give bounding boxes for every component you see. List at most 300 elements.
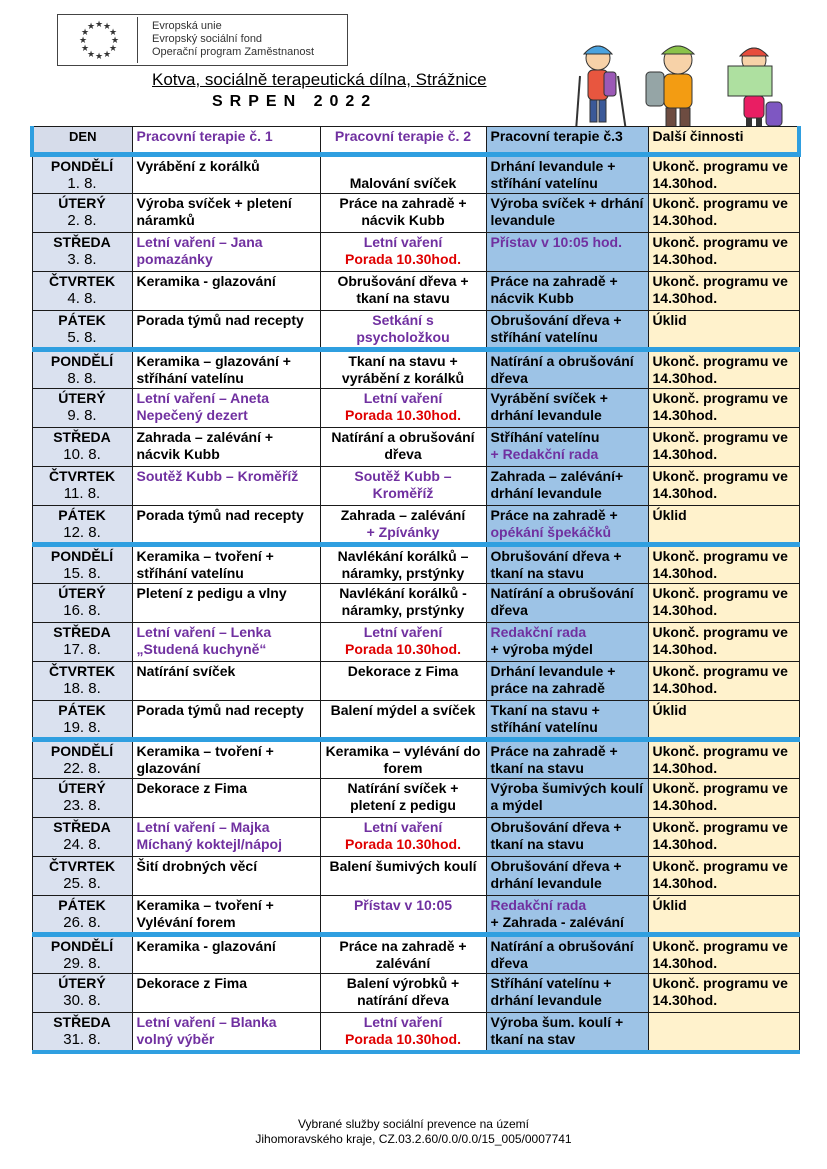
- page-title: Kotva, sociálně terapeutická dílna, Strážnice: [152, 70, 487, 89]
- other-cell: [648, 1013, 799, 1052]
- eu-flag-icon: [60, 17, 138, 63]
- day-date: 17. 8.: [63, 641, 101, 658]
- cell-text: Úklid: [652, 312, 687, 328]
- cell-text: Porada 10.30hod.: [345, 407, 461, 423]
- cell-text: Ukonč. programu ve 14.30hod.: [652, 273, 788, 306]
- day-name: PÁTEK: [58, 507, 106, 523]
- cell-text: Keramika – glazování + stříhání vatelínu: [136, 353, 291, 386]
- therapy-2-cell: [320, 818, 486, 857]
- table-row: [32, 740, 799, 779]
- cell-text: Balení mýdel a svíček: [330, 702, 476, 718]
- cell-text: Zahrada – zalévání: [340, 507, 466, 523]
- table-row: [32, 896, 799, 935]
- cell-text: Drhání levandule + práce na zahradě: [490, 663, 616, 696]
- cell-text: Ukonč. programu ve 14.30hod.: [652, 938, 788, 971]
- therapy-3-cell: [486, 545, 648, 584]
- day-name: STŘEDA: [53, 819, 111, 835]
- other-cell: [648, 818, 799, 857]
- day-cell: [32, 272, 132, 311]
- cell-text: Letní vaření: [363, 624, 443, 640]
- day-cell: [32, 467, 132, 506]
- therapy-1-cell: [132, 896, 320, 935]
- therapy-1-cell: [132, 584, 320, 623]
- day-date: 1. 8.: [67, 175, 97, 192]
- cell-text: Porada týmů nad recepty: [136, 312, 304, 328]
- therapy-1-cell: [132, 740, 320, 779]
- day-date: 19. 8.: [63, 719, 101, 736]
- cell-text: Natírání a obrušování dřeva: [490, 938, 634, 971]
- cell-text: Natírání a obrušování dřeva: [490, 585, 634, 618]
- day-date: 24. 8.: [63, 836, 101, 853]
- therapy-1-cell: [132, 857, 320, 896]
- therapy-3-cell: [486, 818, 648, 857]
- cell-text: Pletení z pedigu a vlny: [136, 585, 287, 601]
- therapy-1-cell: [132, 233, 320, 272]
- svg-text:★: ★: [86, 50, 96, 60]
- other-cell: [648, 584, 799, 623]
- cell-text: Ukonč. programu ve 14.30hod.: [652, 548, 788, 581]
- therapy-1-cell: [132, 701, 320, 740]
- cell-text: Obrušování dřeva + drhání levandule: [490, 858, 622, 891]
- svg-text:★: ★: [102, 50, 112, 60]
- therapy-1-cell: [132, 818, 320, 857]
- day-name: PONDĚLÍ: [50, 548, 114, 564]
- day-date: 5. 8.: [67, 329, 97, 346]
- cell-text: Letní vaření – Lenka „Studená kuchyně“: [136, 624, 272, 657]
- cell-text: Ukonč. programu ve 14.30hod.: [652, 429, 788, 462]
- therapy-3-cell: [486, 1013, 648, 1052]
- day-cell: [32, 857, 132, 896]
- therapy-1-cell: [132, 155, 320, 194]
- cell-text: Přístav v 10:05 hod.: [490, 234, 623, 250]
- day-cell: [32, 740, 132, 779]
- day-name: STŘEDA: [53, 624, 111, 640]
- cell-text: Obrušování dřeva + tkaní na stavu: [490, 548, 622, 581]
- cell-text: Práce na zahradě + tkaní na stavu: [490, 743, 618, 776]
- cell-text: + Zpívánky: [366, 524, 440, 540]
- therapy-3-cell: [486, 740, 648, 779]
- therapy-1-cell: [132, 350, 320, 389]
- cell-text: Ukonč. programu ve 14.30hod.: [652, 743, 788, 776]
- therapy-2-cell: [320, 467, 486, 506]
- cell-text: Práce na zahradě + nácvik Kubb: [339, 195, 467, 228]
- therapy-3-cell: [486, 662, 648, 701]
- day-date: 2. 8.: [67, 212, 97, 229]
- cell-text: Letní vaření: [363, 1014, 443, 1030]
- therapy-1-cell: [132, 272, 320, 311]
- cell-text: Soutěž Kubb – Kroměříž: [354, 468, 452, 501]
- col-header-therapy-3: Pracovní terapie č.3: [486, 127, 648, 155]
- therapy-3-cell: [486, 155, 648, 194]
- svg-text:★: ★: [108, 44, 118, 54]
- day-date: 30. 8.: [63, 992, 101, 1009]
- col-header-day: DEN: [32, 127, 132, 155]
- cell-text: Dekorace z Fima: [347, 663, 459, 679]
- table-row: [32, 350, 799, 389]
- day-name: ÚTERÝ: [58, 975, 106, 991]
- therapy-3-cell: [486, 935, 648, 974]
- cell-text: Drhání levandule + stříhání vatelínu: [490, 158, 616, 191]
- other-cell: [648, 194, 799, 233]
- day-date: 22. 8.: [63, 760, 101, 777]
- therapy-1-cell: [132, 506, 320, 545]
- day-cell: [32, 896, 132, 935]
- cell-text: Porada týmů nad recepty: [136, 507, 304, 523]
- cell-text: Letní vaření – Aneta Nepečený dezert: [136, 390, 270, 423]
- day-date: 9. 8.: [67, 407, 97, 424]
- cell-text: Zahrada – zalévání+ drhání levandule: [490, 468, 624, 501]
- day-cell: [32, 428, 132, 467]
- cell-text: Úklid: [652, 897, 687, 913]
- cell-text: Ukonč. programu ve 14.30hod.: [652, 663, 788, 696]
- cell-text: Úklid: [652, 507, 687, 523]
- cell-text: Vyrábění z korálků: [136, 158, 260, 174]
- col-header-therapy-1: Pracovní terapie č. 1: [132, 127, 320, 155]
- therapy-3-cell: [486, 974, 648, 1013]
- other-cell: [648, 662, 799, 701]
- therapy-2-cell: [320, 974, 486, 1013]
- therapy-1-cell: [132, 545, 320, 584]
- cell-text: Letní vaření: [363, 234, 443, 250]
- cell-text: Keramika – tvoření + stříhání vatelínu: [136, 548, 274, 581]
- therapy-3-cell: [486, 779, 648, 818]
- therapy-1-cell: [132, 428, 320, 467]
- therapy-3-cell: [486, 350, 648, 389]
- therapy-3-cell: [486, 506, 648, 545]
- col-header-therapy-2: Pracovní terapie č. 2: [320, 127, 486, 155]
- therapy-1-cell: [132, 311, 320, 350]
- day-cell: [32, 506, 132, 545]
- cell-text: Ukonč. programu ve 14.30hod.: [652, 819, 788, 852]
- therapy-1-cell: [132, 974, 320, 1013]
- svg-text:★: ★: [80, 44, 90, 54]
- therapy-2-cell: [320, 662, 486, 701]
- cell-text: Redakční rada: [490, 624, 587, 640]
- day-date: 25. 8.: [63, 875, 101, 892]
- cell-text: Ukonč. programu ve 14.30hod.: [652, 158, 788, 191]
- therapy-2-cell: [320, 701, 486, 740]
- eu-logo-box: [57, 14, 348, 66]
- therapy-2-cell: [320, 194, 486, 233]
- cell-text: Stříhání vatelínu: [490, 429, 600, 445]
- cell-text: Ukonč. programu ve 14.30hod.: [652, 390, 788, 423]
- svg-text:★: ★: [102, 22, 112, 32]
- therapy-2-cell: [320, 428, 486, 467]
- svg-text:★: ★: [86, 22, 96, 32]
- cell-text: + Zahrada - zalévání: [490, 914, 624, 930]
- table-row: [32, 428, 799, 467]
- table-row: [32, 389, 799, 428]
- other-cell: [648, 545, 799, 584]
- cell-text: Letní vaření – Majka Míchaný koktejl/nápoj: [136, 819, 282, 852]
- therapy-3-cell: [486, 896, 648, 935]
- therapy-3-cell: [486, 272, 648, 311]
- day-cell: [32, 389, 132, 428]
- hikers-illustration: [568, 36, 790, 140]
- cell-text: Vyrábění svíček + drhání levandule: [490, 390, 608, 423]
- cell-text: Porada 10.30hod.: [345, 641, 461, 657]
- cell-text: Letní vaření: [363, 819, 443, 835]
- other-cell: [648, 272, 799, 311]
- cell-text: Letní vaření – Jana pomazánky: [136, 234, 263, 267]
- day-name: PONDĚLÍ: [50, 743, 114, 759]
- cell-text: Keramika - glazování: [136, 273, 276, 289]
- eu-line: Evropský sociální fond: [152, 33, 263, 45]
- cell-text: Keramika – vylévání do forem: [325, 743, 481, 776]
- table-row: [32, 155, 799, 194]
- therapy-3-cell: [486, 389, 648, 428]
- cell-text: Keramika – tvoření + glazování: [136, 743, 274, 776]
- cell-text: Ukonč. programu ve 14.30hod.: [652, 353, 788, 386]
- cell-text: opékání špekáčků: [490, 524, 612, 540]
- other-cell: [648, 779, 799, 818]
- therapy-1-cell: [132, 935, 320, 974]
- cell-text: Porada 10.30hod.: [345, 1031, 461, 1047]
- table-row: [32, 701, 799, 740]
- therapy-3-cell: [486, 857, 648, 896]
- day-date: 8. 8.: [67, 370, 97, 387]
- cell-text: Zahrada – zalévání + nácvik Kubb: [136, 429, 274, 462]
- therapy-2-cell: [320, 857, 486, 896]
- other-cell: [648, 740, 799, 779]
- other-cell: [648, 935, 799, 974]
- therapy-3-cell: [486, 194, 648, 233]
- table-row: [32, 818, 799, 857]
- therapy-2-cell: [320, 623, 486, 662]
- therapy-1-cell: [132, 779, 320, 818]
- cell-text: Obrušování dřeva + tkaní na stavu: [337, 273, 469, 306]
- cell-text: Navlékání korálků - náramky, prstýnky: [339, 585, 467, 618]
- table-row: [32, 506, 799, 545]
- cell-text: Práce na zahradě + zalévání: [339, 938, 467, 971]
- eu-line: Evropská unie: [152, 20, 222, 32]
- cell-text: Ukonč. programu ve 14.30hod.: [652, 858, 788, 891]
- day-name: STŘEDA: [53, 429, 111, 445]
- cell-text: Keramika – tvoření + Vylévání forem: [136, 897, 274, 930]
- cell-text: Přístav v 10:05: [353, 897, 453, 913]
- therapy-2-cell: [320, 584, 486, 623]
- cell-text: Výroba šumivých koulí a mýdel: [490, 780, 643, 813]
- day-date: 3. 8.: [67, 251, 97, 268]
- cell-text: Porada 10.30hod.: [345, 251, 461, 267]
- cell-text: Dekorace z Fima: [136, 975, 247, 991]
- cell-text: Navlékání korálků – náramky, prstýnky: [337, 548, 469, 581]
- footer-line: Jihomoravského kraje, CZ.03.2.60/0.0/0.0/15_005/0007741: [255, 1132, 572, 1146]
- day-name: PONDĚLÍ: [50, 353, 114, 369]
- other-cell: [648, 428, 799, 467]
- svg-text:★: ★: [110, 36, 120, 46]
- svg-text:★: ★: [108, 28, 118, 38]
- day-cell: [32, 779, 132, 818]
- table-row: [32, 272, 799, 311]
- table-row: [32, 662, 799, 701]
- therapy-2-cell: [320, 935, 486, 974]
- table-row: [32, 974, 799, 1013]
- day-cell: [32, 701, 132, 740]
- day-name: ÚTERÝ: [58, 195, 106, 211]
- day-cell: [32, 311, 132, 350]
- therapy-2-cell: [320, 545, 486, 584]
- cell-text: + výroba mýdel: [490, 641, 593, 657]
- table-row: [32, 311, 799, 350]
- therapy-2-cell: [320, 272, 486, 311]
- cell-text: Tkaní na stavu + vyrábění z korálků: [341, 353, 465, 386]
- therapy-1-cell: [132, 1013, 320, 1052]
- other-cell: [648, 467, 799, 506]
- day-name: ČTVRTEK: [48, 858, 116, 874]
- day-cell: [32, 935, 132, 974]
- day-date: 10. 8.: [63, 446, 101, 463]
- cell-text: Letní vaření – Blanka volný výběr: [136, 1014, 277, 1047]
- day-name: PÁTEK: [58, 897, 106, 913]
- table-row: [32, 584, 799, 623]
- day-name: ČTVRTEK: [48, 468, 116, 484]
- cell-text: Úklid: [652, 702, 687, 718]
- day-cell: [32, 662, 132, 701]
- cell-text: Práce na zahradě +: [490, 507, 618, 523]
- day-date: 15. 8.: [63, 565, 101, 582]
- therapy-1-cell: [132, 623, 320, 662]
- therapy-2-cell: [320, 896, 486, 935]
- day-name: ČTVRTEK: [48, 663, 116, 679]
- therapy-3-cell: [486, 701, 648, 740]
- day-cell: [32, 194, 132, 233]
- footer: [0, 1117, 827, 1147]
- cell-text: Natírání svíček + pletení z pedigu: [347, 780, 459, 813]
- day-date: 26. 8.: [63, 914, 101, 931]
- day-cell: [32, 233, 132, 272]
- cell-text: Šití drobných věcí: [136, 858, 258, 874]
- other-cell: [648, 389, 799, 428]
- day-name: PÁTEK: [58, 702, 106, 718]
- cell-text: Ukonč. programu ve 14.30hod.: [652, 585, 788, 618]
- day-cell: [32, 350, 132, 389]
- other-cell: [648, 701, 799, 740]
- therapy-2-cell: [320, 506, 486, 545]
- other-cell: [648, 857, 799, 896]
- table-row: [32, 467, 799, 506]
- cell-text: Ukonč. programu ve 14.30hod.: [652, 624, 788, 657]
- day-date: 16. 8.: [63, 602, 101, 619]
- cell-text: Ukonč. programu ve 14.30hod.: [652, 975, 788, 1008]
- eu-line: Operační program Zaměstnanost: [152, 46, 315, 58]
- therapy-2-cell: [320, 389, 486, 428]
- therapy-2-cell: [320, 350, 486, 389]
- table-row: [32, 623, 799, 662]
- cell-text: Stříhání vatelínu + drhání levandule: [490, 975, 612, 1008]
- cell-text: Ukonč. programu ve 14.30hod.: [652, 468, 788, 501]
- table-row: [32, 779, 799, 818]
- table-row: [32, 935, 799, 974]
- cell-text: Soutěž Kubb – Kroměříž: [136, 468, 299, 484]
- cell-text: Ukonč. programu ve 14.30hod.: [652, 195, 788, 228]
- header-row: [32, 127, 799, 155]
- therapy-3-cell: [486, 467, 648, 506]
- day-name: STŘEDA: [53, 234, 111, 250]
- day-cell: [32, 1013, 132, 1052]
- day-cell: [32, 584, 132, 623]
- day-name: STŘEDA: [53, 1014, 111, 1030]
- therapy-3-cell: [486, 233, 648, 272]
- cell-text: Redakční rada: [490, 897, 587, 913]
- cell-text: Obrušování dřeva + tkaní na stavu: [490, 819, 622, 852]
- cell-text: Ukonč. programu ve 14.30hod.: [652, 234, 788, 267]
- cell-text: Porada týmů nad recepty: [136, 702, 304, 718]
- therapy-1-cell: [132, 662, 320, 701]
- day-date: 23. 8.: [63, 797, 101, 814]
- table-row: [32, 233, 799, 272]
- cell-text: Ukonč. programu ve 14.30hod.: [652, 780, 788, 813]
- cell-text: Balení šumivých koulí: [329, 858, 477, 874]
- therapy-2-cell: [320, 740, 486, 779]
- svg-text:★: ★: [78, 36, 88, 46]
- svg-text:★: ★: [80, 28, 90, 38]
- therapy-1-cell: [132, 194, 320, 233]
- cell-text: Výroba šum. koulí + tkaní na stav: [490, 1014, 624, 1047]
- therapy-3-cell: [486, 584, 648, 623]
- footer-line: Vybrané služby sociální prevence na území: [297, 1117, 529, 1131]
- cell-text: Obrušování dřeva + stříhání vatelínu: [490, 312, 622, 345]
- day-cell: [32, 155, 132, 194]
- other-cell: [648, 974, 799, 1013]
- therapy-3-cell: [486, 428, 648, 467]
- cell-text: Malování svíček: [349, 175, 457, 191]
- therapy-2-cell: [320, 233, 486, 272]
- table-row: [32, 194, 799, 233]
- therapy-2-cell: [320, 155, 486, 194]
- other-cell: [648, 155, 799, 194]
- day-name: PÁTEK: [58, 312, 106, 328]
- cell-text: + Redakční rada: [490, 446, 599, 462]
- day-date: 18. 8.: [63, 680, 101, 697]
- therapy-1-cell: [132, 467, 320, 506]
- cell-text: Výroba svíček + pletení náramků: [136, 195, 292, 228]
- therapy-3-cell: [486, 623, 648, 662]
- table-row: [32, 857, 799, 896]
- other-cell: [648, 896, 799, 935]
- therapy-2-cell: [320, 779, 486, 818]
- day-date: 29. 8.: [63, 955, 101, 972]
- other-cell: [648, 506, 799, 545]
- month-title: SRPEN 2022: [212, 93, 378, 110]
- cell-text: Natírání a obrušování dřeva: [490, 353, 634, 386]
- day-name: PONDĚLÍ: [50, 938, 114, 954]
- therapy-3-cell: [486, 311, 648, 350]
- table-row: [32, 545, 799, 584]
- cell-text: Natírání a obrušování dřeva: [331, 429, 475, 462]
- therapy-2-cell: [320, 311, 486, 350]
- col-header-other: Další činnosti: [648, 127, 799, 155]
- day-date: 11. 8.: [63, 485, 101, 502]
- other-cell: [648, 350, 799, 389]
- day-cell: [32, 818, 132, 857]
- day-name: ÚTERÝ: [58, 585, 106, 601]
- therapy-1-cell: [132, 389, 320, 428]
- svg-text:★: ★: [94, 52, 104, 62]
- cell-text: Dekorace z Fima: [136, 780, 247, 796]
- eu-text: [152, 20, 314, 59]
- day-cell: [32, 623, 132, 662]
- day-name: ČTVRTEK: [48, 273, 116, 289]
- other-cell: [648, 311, 799, 350]
- day-cell: [32, 974, 132, 1013]
- other-cell: [648, 233, 799, 272]
- cell-text: Letní vaření: [363, 390, 443, 406]
- cell-text: Keramika - glazování: [136, 938, 276, 954]
- day-name: ÚTERÝ: [58, 780, 106, 796]
- day-name: PONDĚLÍ: [50, 158, 114, 174]
- day-date: 31. 8.: [63, 1031, 101, 1048]
